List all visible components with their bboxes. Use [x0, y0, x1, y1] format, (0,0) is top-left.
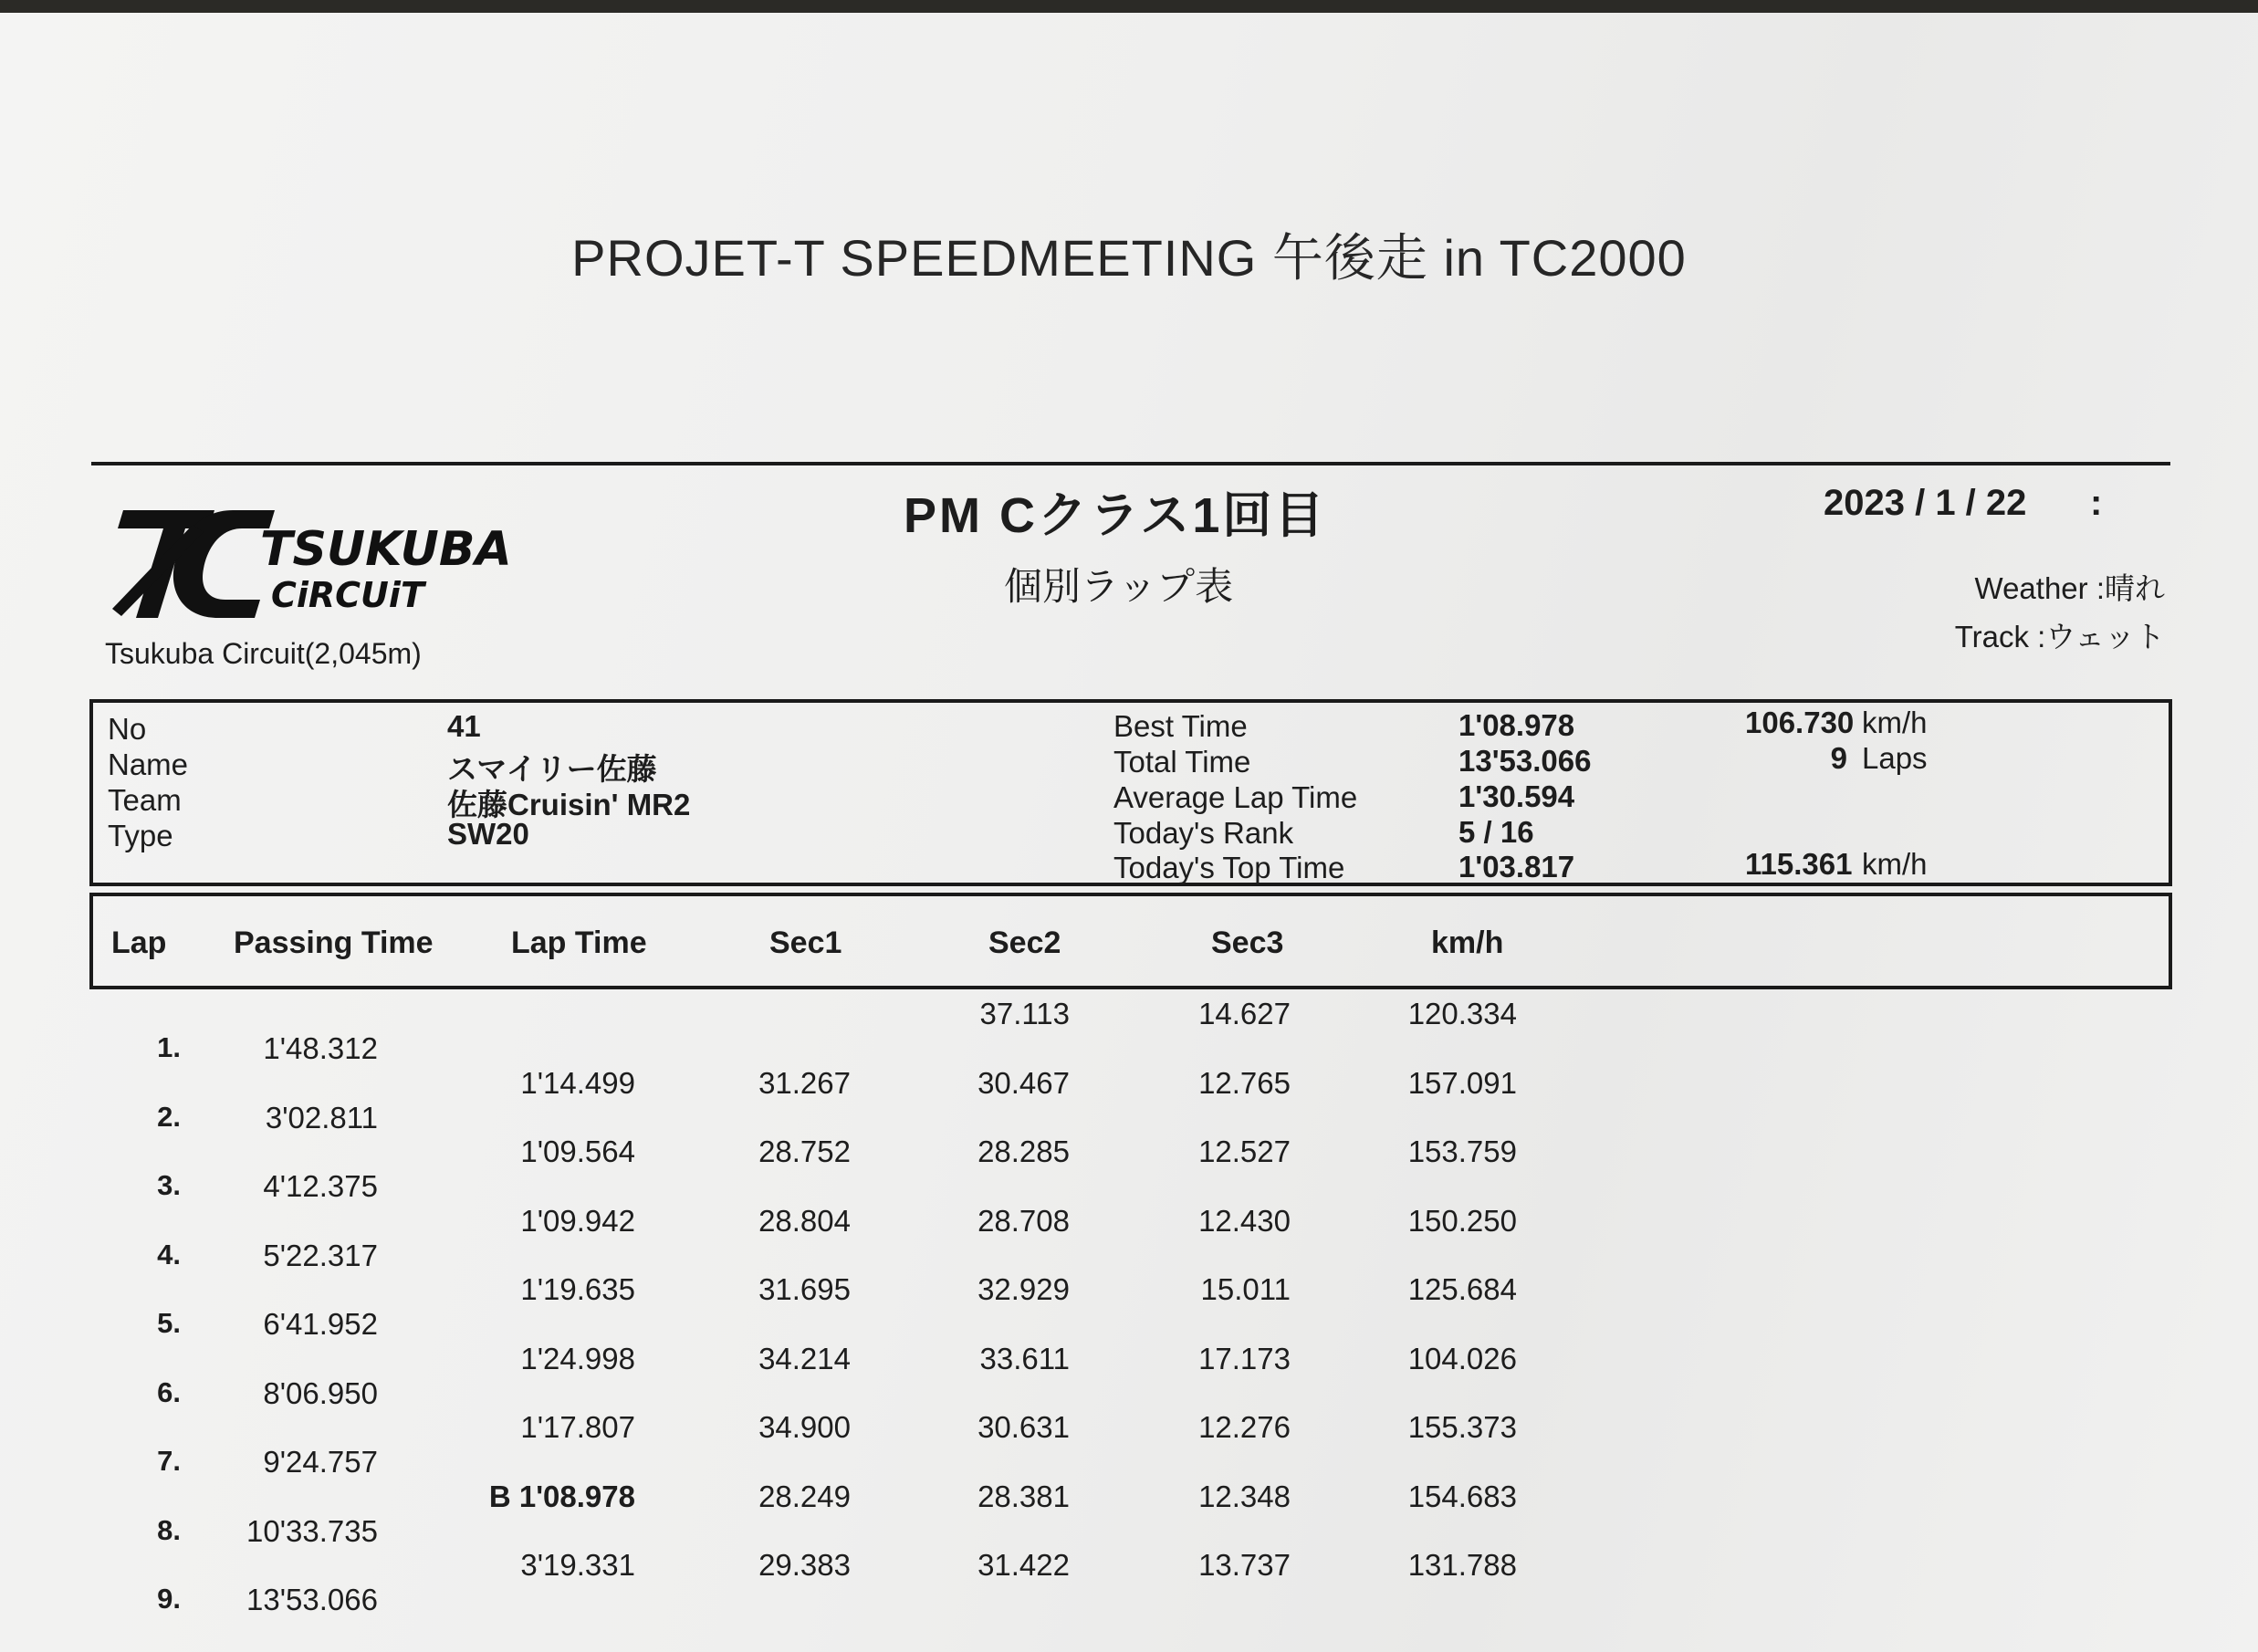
lap-count-unit: Laps — [1862, 741, 1928, 775]
best-speed: 106.730 — [1745, 706, 1855, 739]
col-header-sec1: Sec1 — [769, 925, 842, 960]
passing-time: 5'22.317 — [263, 1238, 378, 1272]
sec3-time: 17.173 — [1198, 1341, 1291, 1375]
printed-sheet — [0, 13, 2258, 1652]
passing-time: 10'33.735 — [246, 1513, 378, 1548]
team-name: 佐藤Cruisin' MR2 — [447, 788, 691, 821]
sec2-time: 30.467 — [977, 1065, 1070, 1100]
best-time: 1'08.978 — [1458, 708, 1575, 742]
sec1-time: 28.249 — [758, 1479, 851, 1513]
lap-time: 1'19.635 — [520, 1272, 635, 1306]
col-header-passing-time: Passing Time — [234, 925, 434, 960]
sec1-time: 28.752 — [758, 1134, 851, 1168]
tc-mark-icon — [112, 510, 275, 618]
sec2-time: 32.929 — [977, 1272, 1070, 1306]
lap-number: 6. — [157, 1375, 181, 1408]
total-time-label: Total Time — [1113, 745, 1251, 779]
lap-time: 1'24.998 — [520, 1341, 635, 1375]
passing-time: 13'53.066 — [246, 1583, 378, 1616]
session-title: PM Cクラス1回目 — [904, 488, 1327, 543]
sec3-time: 12.430 — [1198, 1203, 1291, 1238]
top-time-label: Today's Top Time — [1113, 851, 1345, 884]
lap-count: 9 — [1830, 741, 1847, 775]
sec3-time: 14.627 — [1198, 997, 1291, 1030]
lap-time: 1'09.942 — [520, 1203, 635, 1238]
sec2-time: 30.631 — [977, 1410, 1070, 1444]
sec3-time: 13.737 — [1198, 1548, 1291, 1582]
total-time: 13'53.066 — [1458, 744, 1592, 778]
today-rank: 5 / 16 — [1458, 815, 1534, 849]
sec1-time: 34.900 — [758, 1410, 851, 1444]
top-speed-unit: km/h — [1862, 847, 1928, 881]
lap-number: 1. — [157, 1031, 181, 1063]
sec1-time: 29.383 — [758, 1548, 851, 1582]
tsukuba-circuit-logo — [105, 501, 580, 624]
speed-kmh: 131.788 — [1407, 1548, 1517, 1582]
passing-time: 1'48.312 — [263, 1031, 378, 1065]
weather-label: Weather :晴れ — [1974, 571, 2165, 605]
driver-name: スマイリー佐藤 — [447, 752, 657, 786]
name-label: Name — [108, 748, 189, 781]
event-date: 2023 / 1 / 22 — [1824, 483, 2027, 523]
sec2-time: 28.708 — [977, 1203, 1070, 1238]
svg-text:CiRCUiT: CiRCUiT — [271, 575, 424, 615]
col-header-kmh: km/h — [1431, 925, 1504, 960]
type-label: Type — [108, 819, 173, 852]
lap-number: 8. — [157, 1513, 181, 1546]
lap-number: 4. — [157, 1238, 181, 1270]
car-number: 41 — [447, 709, 481, 743]
date-separator: : — [2090, 483, 2103, 523]
sec1-time: 31.695 — [758, 1272, 851, 1306]
sheet-subtitle: 個別ラップ表 — [1004, 565, 1234, 608]
lap-time: 1'09.564 — [520, 1134, 635, 1168]
col-header-sec3: Sec3 — [1211, 925, 1284, 960]
best-speed-unit: km/h — [1862, 706, 1928, 739]
rank-label: Today's Rank — [1113, 816, 1294, 850]
speed-kmh: 150.250 — [1407, 1203, 1517, 1238]
passing-time: 6'41.952 — [263, 1307, 378, 1341]
lap-number: 5. — [157, 1307, 181, 1339]
best-lap-time: B 1'08.978 — [488, 1479, 635, 1513]
passing-time: 8'06.950 — [263, 1375, 378, 1410]
speed-kmh: 125.684 — [1407, 1272, 1517, 1306]
lap-number: 9. — [157, 1583, 181, 1615]
top-speed: 115.361 — [1745, 847, 1853, 881]
lap-number: 3. — [157, 1169, 181, 1201]
header-rule — [91, 462, 2170, 465]
speed-kmh: 155.373 — [1407, 1410, 1517, 1444]
event-title: PROJET-T SPEEDMEETING 午後走 in TC2000 — [571, 229, 1687, 287]
lap-time: 1'17.807 — [520, 1410, 635, 1444]
sec3-time: 12.765 — [1198, 1065, 1291, 1100]
lap-time: 1'14.499 — [520, 1065, 635, 1100]
col-header-lap: Lap — [111, 925, 167, 960]
lap-number: 7. — [157, 1445, 181, 1477]
col-header-sec2: Sec2 — [988, 925, 1061, 960]
sec1-time: 31.267 — [758, 1065, 851, 1100]
lap-number: 2. — [157, 1100, 181, 1133]
track-condition-label: Track :ウェット — [1954, 620, 2165, 653]
sec3-time: 15.011 — [1200, 1272, 1291, 1306]
sec2-time: 28.285 — [977, 1134, 1070, 1168]
no-label: No — [108, 712, 147, 746]
sec3-time: 12.348 — [1198, 1479, 1291, 1513]
sec3-time: 12.527 — [1198, 1134, 1291, 1168]
sec2-time: 33.611 — [979, 1341, 1070, 1375]
passing-time: 3'02.811 — [265, 1100, 378, 1134]
team-label: Team — [108, 783, 182, 817]
lap-time: 3'19.331 — [520, 1548, 635, 1582]
best-time-label: Best Time — [1113, 709, 1248, 743]
speed-kmh: 153.759 — [1407, 1134, 1517, 1168]
circuit-name: Tsukuba Circuit(2,045m) — [105, 637, 422, 670]
today-top-time: 1'03.817 — [1458, 850, 1575, 884]
sec1-time: 28.804 — [758, 1203, 851, 1238]
speed-kmh: 154.683 — [1407, 1479, 1517, 1513]
sec2-time: 28.381 — [977, 1479, 1070, 1513]
average-lap-time: 1'30.594 — [1458, 779, 1575, 813]
car-type: SW20 — [447, 817, 529, 851]
passing-time: 4'12.375 — [263, 1169, 378, 1203]
passing-time: 9'24.757 — [263, 1445, 378, 1479]
speed-kmh: 157.091 — [1407, 1065, 1517, 1100]
speed-kmh: 104.026 — [1407, 1341, 1517, 1375]
speed-kmh: 120.334 — [1407, 997, 1517, 1030]
sec2-time: 37.113 — [979, 997, 1070, 1030]
col-header-lap-time: Lap Time — [511, 925, 647, 960]
svg-text:TSUKUBA: TSUKUBA — [260, 522, 512, 577]
average-lap-label: Average Lap Time — [1113, 780, 1358, 814]
sec1-time: 34.214 — [758, 1341, 851, 1375]
sec3-time: 12.276 — [1198, 1410, 1291, 1444]
sec2-time: 31.422 — [977, 1548, 1070, 1582]
